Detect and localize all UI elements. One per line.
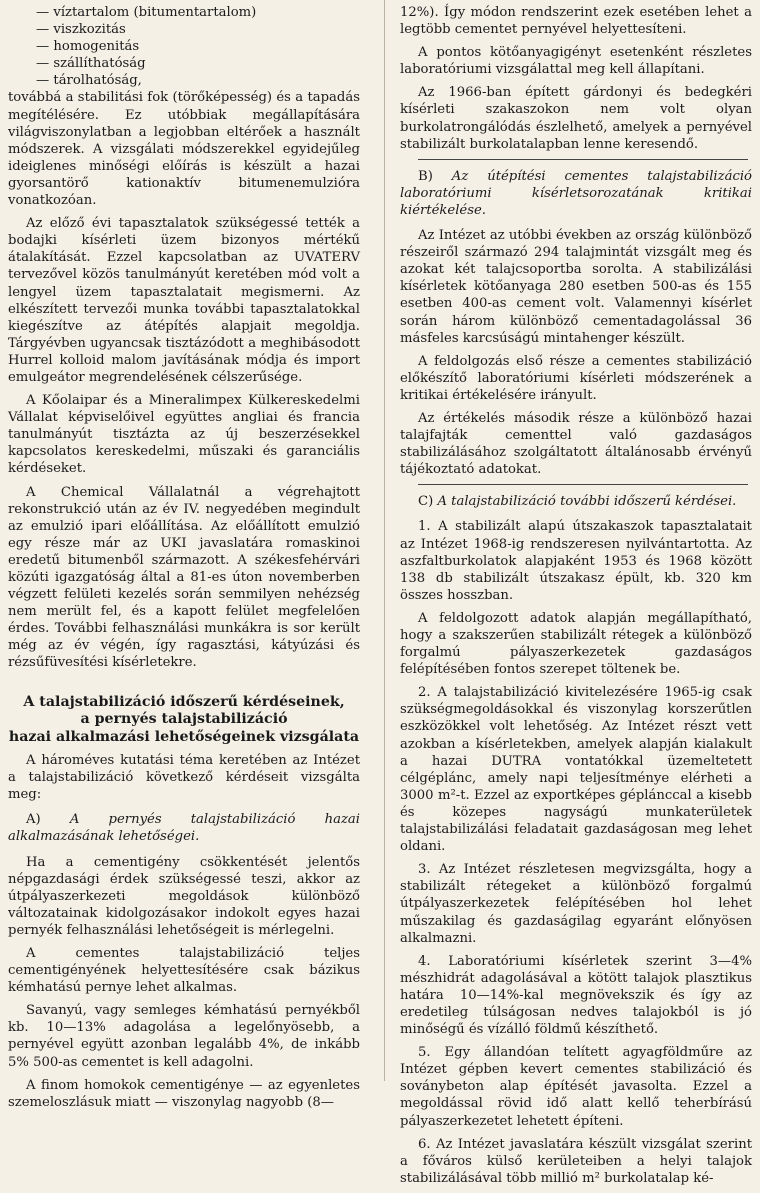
heading-line: A talajstabilizáció időszerű kérdéseinek, <box>23 693 345 710</box>
paragraph: 2. A talajstabilizáció kivitelezésére 1965-ig csak szükségmegoldásokkal és viszonylag korszerűtlen eszközökkel volt lehetőség. Az Intézet részt vett azokban a kísérletekben, amelyek alapján kialakult a hazai DUTRA vontatókkal üzemeltetett célgéplánc, amely napi teljesítménye elérheti a 3000 m²-t. Ezzel az exportképes géplánccal a kisebb és közepes nagyságú munkaterületek talajstabilizálási feladatait gazdaságosan meg lehet oldani. <box>400 685 752 855</box>
paragraph: 5. Egy állandóan telített agyagföldműre az Intézet gépben kevert cementes stabilizáció és soványbeton alap építését javasolta. Ezzel a megoldással rövid idő alatt kellő teherbírású pályaszerkezetet lehetett építeni. <box>400 1045 752 1129</box>
paragraph: 6. Az Intézet javaslatára készült vizsgálat szerint a főváros külső kerületeiben a helyi talajok stabilizálásával több millió m² burkolatalap ké- <box>400 1136 752 1186</box>
right-column <box>400 4 752 1193</box>
paragraph: A finom homokok cementigénye — az egyenletes szemeloszlásuk miatt — viszonylag nagyobb (8— <box>8 1077 360 1110</box>
intro-paragraph: A hároméves kutatási téma keretében az Intézet a talajstabilizáció következő kérdéseit vizsgálta meg: <box>8 753 360 803</box>
list-item: — homogenitás <box>36 38 360 55</box>
subsection-title: A pernyés talajstabilizáció hazai alkalmazásának lehetőségei. <box>8 812 360 845</box>
paragraph: 3. Az Intézet részletesen megvizsgálta, hogy a stabilizált rétegeket a különböző forgalmú útpályaszerkezetek felépítésében hol lehet műszakilag és gazdaságilag egyaránt előnyösen alkalmazni. <box>400 862 752 946</box>
subsection-letter: C) <box>418 494 434 510</box>
list-item: — víztartalom (bitumentartalom) <box>36 4 360 21</box>
subsection-title: A talajstabilizáció további időszerű kérdései. <box>437 494 737 510</box>
subsection-letter: B) <box>418 168 433 184</box>
paragraph: Az Intézet az utóbbi években az ország különböző részeiről származó 294 talajmintát vizsgált meg és azokat két talajcsoportba sorolta. A stabilizálási kísérletek kötőanyaga 280 esetben 500-as és 155 esetben 400-as cement volt. Valamennyi kísérlet során három különböző cementadagolással 36 másfeles karcsúságú mintahenger készült. <box>400 228 752 346</box>
heading-line: a pernyés talajstabilizáció <box>80 711 288 728</box>
list-item: — tárolhatóság, <box>36 72 360 89</box>
property-list <box>8 4 360 89</box>
subsection-title: Az útépítési cementes talajstabilizáció laboratóriumi kísérletsorozatának kritikai kiértékelése. <box>400 168 753 218</box>
paragraph: továbbá a stabilitási fok (törőképesség) és a tapadás megítélésére. Ez utóbbiak megállapítására világviszonylatban a legjobban eltérőek a használt módszerek. A vizsgálati módszerekkel egyidejűleg ideiglenes minőségi előírás is készült a hazai gyorsantörő kationaktív bitumenemulzióra vonatkozóan. <box>8 90 360 209</box>
paragraph: A feldolgozás első része a cementes stabilizáció előkészítő laboratóriumi kísérleti módszerének a kritikai értékelésére irányult. <box>400 353 752 403</box>
paragraph: 1. A stabilizált alapú útszakaszok tapasztalatait az Intézet 1968-ig rendszeresen nyilvántartotta. Az aszfaltburkolatok alapjaként 1953 és 1968 között 138 db stabilizált útszakasz épült, kb. 320 km összes hosszban. <box>400 519 752 603</box>
section-rule <box>418 484 748 485</box>
paragraph: A feldolgozott adatok alapján megállapítható, hogy a szakszerűen stabilizált rétegek a különböző forgalmú pályaszerkezetek gazdaságos felépítésében fontos szerepet töltenek be. <box>400 610 752 678</box>
section-rule <box>418 159 748 160</box>
subsection-c-heading <box>400 493 752 510</box>
paragraph: 4. Laboratóriumi kísérletek szerint 3—4% mészhidrát adagolásával a kötött talajok plasztikus határa 10—14%-kal megnövekszik és így az eredetileg túlságosan nedves talajokból is jó minőségű és vízálló földmű készíthető. <box>400 953 752 1038</box>
paragraph: Ha a cementigény csökkentését jelentős népgazdasági érdek szükségessé teszi, akkor az útpályaszerkezeti megoldások különböző változatainak kidolgozásakor indokolt egyes hazai pernyék felhasználási lehetőségeit is mérlegelni. <box>8 854 360 938</box>
paragraph: A Chemical Vállalatnál a végrehajtott rekonstrukció után az év IV. negyedében megindult az emulzió ipari előállítása. Az előállított emulzió egy része már az UKI javaslatára romaskinoi eredetű bitumenből származott. A székesfehérvári közúti igazgatóság által a 81-es úton novemberben végzett felületi kezelés során semmilyen nehézség nem merült fel, és a kapott felület megfelelően érdes. További felhasználási munkákra is sor került még az év végén, így ragasztási, kátyúzási és rézsűfüvesítési kísérletekre. <box>8 484 360 671</box>
paragraph: Savanyú, vagy semleges kémhatású pernyékből kb. 10—13% adagolása a legelőnyösebb, a pernyével együtt azonban legalább 4%, de inkább 5% 500-as cementet is kell adagolni. <box>8 1003 360 1070</box>
list-item: — viszkozitás <box>36 21 360 38</box>
subsection-b-heading <box>400 168 752 219</box>
paragraph: A cementes talajstabilizáció teljes cementigényének helyettesítésére csak bázikus kémhatású pernye lehet alkalmas. <box>8 946 360 996</box>
paragraph: Az előző évi tapasztalatok szükségessé tették a bodajki kísérleti üzem bizonyos mértékű átalakítását. Ezzel kapcsolatban az UVATERV tervezővel közös tanulmányút keretében mód volt a lengyel üzem tapasztalatait megismerni. Az elkészített tervezői munka további tapasztalatokkal kiegészítve az átépítés alapjait megoldja. Tárgyévben ugyancsak tisztázódott a meghibásodott Hurrel kolloid malom javításának módja és import emulgeátor megrendelésének célszerűsége. <box>8 216 360 385</box>
left-column <box>8 4 360 1117</box>
paragraph: A pontos kötőanyagigényt esetenként részletes laboratóriumi vizsgálattal meg kell állapítani. <box>400 45 752 78</box>
section-heading <box>8 694 360 747</box>
paragraph-continuation: 12%). Így módon rendszerint ezek esetében lehet a legtöbb cementet pernyével helyettesíteni. <box>400 5 752 38</box>
column-divider <box>384 0 385 1081</box>
list-item: — szállíthatóság <box>36 55 360 72</box>
subsection-letter: A) <box>26 812 41 828</box>
paragraph: Az 1966-ban épített gárdonyi és bedegkéri kísérleti szakaszokon nem volt olyan burkolatrongálódás észlelhető, amelyek a pernyével stabilizált burkolatalapban lenne keresendő. <box>400 85 752 152</box>
paragraph: A Kőolaipar és a Mineralimpex Külkereskedelmi Vállalat képviselőivel együttes angliai és francia tanulmányút tisztázta az új beszerzésekkel kapcsolatos kereskedelmi, műszaki és garanciális kérdéseket. <box>8 393 360 477</box>
paragraph: Az értékelés második része a különböző hazai talajfajták cementtel való gazdaságos stabilizálásához szolgáltatott általánosabb érvényű tájékoztató adatokat. <box>400 410 752 478</box>
subsection-a-heading <box>8 811 360 845</box>
heading-line: hazai alkalmazási lehetőségeinek vizsgálata <box>8 728 360 745</box>
